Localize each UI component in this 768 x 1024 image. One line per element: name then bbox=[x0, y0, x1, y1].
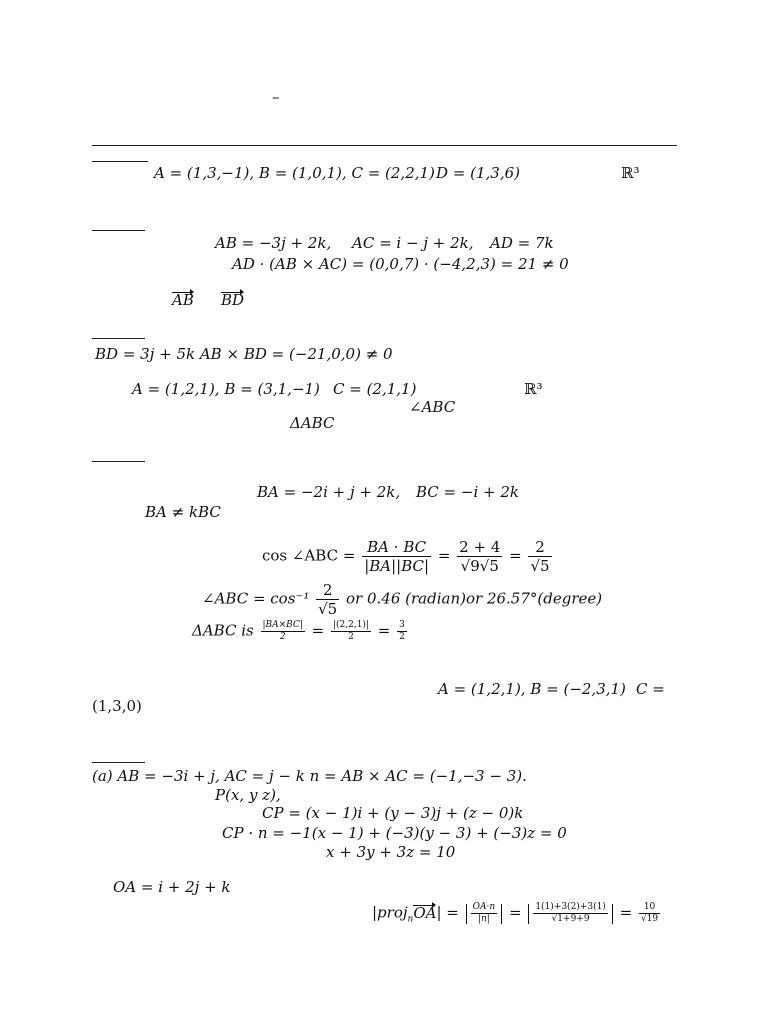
point-d: D = (1,3,6) bbox=[436, 164, 521, 182]
triple-product: AD · (AB × AC) = (0,0,7) · (−4,2,3) = 21 ≠ 0 bbox=[232, 255, 569, 273]
heading-underline-5 bbox=[92, 762, 145, 763]
points-abc: A = (1,3,−1), B = (1,0,1), C = (2,2,1) bbox=[154, 164, 435, 182]
heading-underline-2 bbox=[92, 230, 145, 231]
plane-equation: x + 3y + 3z = 10 bbox=[326, 843, 456, 861]
vector-ab: AB = −3j + 2k, bbox=[215, 234, 332, 252]
vector-ac: AC = i − j + 2k, bbox=[352, 234, 474, 252]
vector-ad: AD = 7k bbox=[490, 234, 554, 252]
horizontal-rule bbox=[92, 145, 677, 146]
triangle-abc-label: ΔABC bbox=[290, 414, 335, 432]
vector-bc: BC = −i + 2k bbox=[416, 483, 519, 501]
vector-bd-label: BD bbox=[221, 291, 245, 309]
dot-product-cp: CP · n = −1(x − 1) + (−3)(y − 3) + (−3)z = 0 bbox=[222, 824, 567, 842]
point-c-3-label: C = bbox=[636, 680, 665, 698]
r3-symbol: ℝ³ bbox=[621, 164, 640, 182]
angle-abc-label: ∠ABC bbox=[409, 398, 456, 416]
normal-vector: (a) AB = −3i + j, AC = j − k n = AB × AC = (−1,−3 − 3). bbox=[92, 767, 527, 785]
points-ab-3: A = (1,2,1), B = (−2,3,1) bbox=[438, 680, 626, 698]
projection-equation: |proj$_n$OA| = $\frac{OA\cdot n}{|n|}$ = $\frac{1(1)+3(2)+3(1)}{√1+9+9}$ = $\frac{10}{√19}$ bbox=[372, 902, 659, 925]
heading-underline-1 bbox=[92, 161, 148, 162]
point-p: P(x, y z), bbox=[215, 786, 281, 804]
area-equation: ΔABC is $\frac{|BA\times BC|}{2}$ = $\frac{|(2,2,1)|}{2}$ = $\frac{3}{2}$ bbox=[192, 620, 405, 642]
heading-underline-4 bbox=[92, 461, 145, 462]
r3-symbol-2: ℝ³ bbox=[524, 380, 543, 398]
cosine-equation: cos ∠ABC = $\frac{BA \cdot BC}{|BA||BC|}$ = $\frac{2 + 4}{√9√5}$ = $\frac{2}{√5}$ bbox=[262, 538, 550, 575]
vector-oa: OA = i + 2j + k bbox=[113, 878, 231, 896]
angle-equation: ∠ABC = cos⁻¹ $\frac{2}{√5}$ or 0.46 (radian)or 26.57°(degree) bbox=[202, 581, 603, 618]
not-parallel: BA ≠ kBC bbox=[145, 503, 221, 521]
heading-underline-3 bbox=[92, 338, 145, 339]
cross-product-bd: BD = 3j + 5k AB × BD = (−21,0,0) ≠ 0 bbox=[95, 345, 393, 363]
vector-ba: BA = −2i + j + 2k, bbox=[257, 483, 401, 501]
vector-ab-label: AB bbox=[172, 291, 194, 309]
vector-cp: CP = (x − 1)i + (y − 3)j + (z − 0)k bbox=[262, 804, 524, 822]
points-ab-2: A = (1,2,1), B = (3,1,−1) bbox=[132, 380, 320, 398]
point-c-3-value: (1,3,0) bbox=[92, 697, 142, 715]
dash-mark: – bbox=[272, 88, 280, 106]
point-c-2: C = (2,1,1) bbox=[333, 380, 417, 398]
